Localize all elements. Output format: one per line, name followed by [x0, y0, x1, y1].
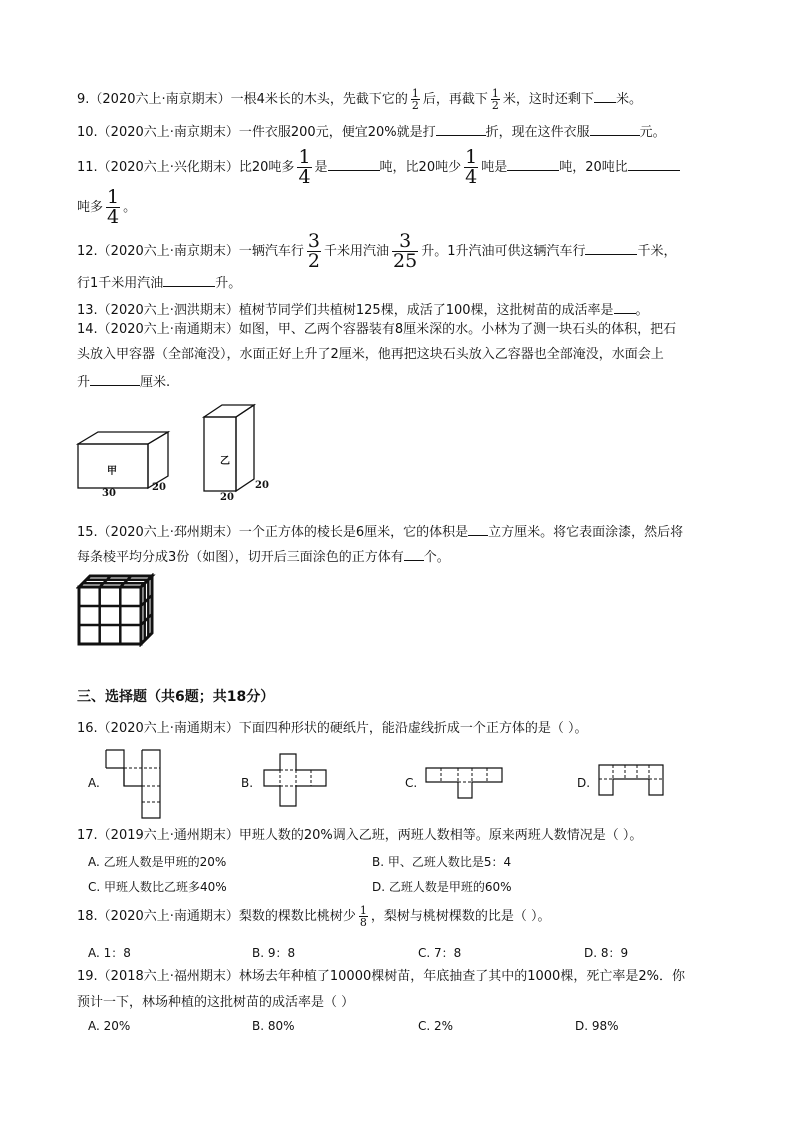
fraction: $\frac{1}{2}$	[411, 87, 419, 112]
question-17: 17.（2019六上·通州期末）甲班人数的20%调入乙班，两班人数相等。原来两班人数情况是（ ）。	[77, 828, 643, 843]
answer-blank[interactable]	[614, 299, 636, 314]
answer-blank[interactable]	[404, 546, 424, 561]
option-a[interactable]: A. 20%	[88, 1019, 131, 1033]
fraction: $\frac{1}{4}$	[465, 146, 478, 188]
container-jia-label: 甲	[107, 466, 117, 477]
option-c[interactable]: C. 2%	[418, 1019, 454, 1033]
question-19-line2: 预计一下，林场种植的这批树苗的成活率是（ ）	[77, 995, 355, 1010]
answer-blank[interactable]	[628, 156, 680, 171]
question-14-line3: 升 厘米.	[77, 371, 170, 392]
question-11-line2: 吨多 $\frac{1}{4}$ 。	[77, 186, 137, 228]
question-15-line2: 每条棱平均分成3份（如图），切开后三面涂色的正方体有 个。	[77, 546, 450, 567]
fraction: $\frac{1}{8}$	[359, 904, 367, 929]
option-d[interactable]: D. 乙班人数是甲班的60%	[372, 880, 512, 894]
question-12-line2: 行1千米用汽油 升。	[77, 272, 241, 293]
question-9: 9.（2020六上·南京期末）一根4米长的木头，先截下它的 $\frac{1}{2}$ 后，再截下 $\frac{1}{2}$ 米，这时还剩下 米。	[77, 87, 642, 112]
option-b-label[interactable]: B.	[241, 776, 254, 790]
answer-blank[interactable]	[507, 156, 559, 171]
option-c-label[interactable]: C.	[405, 776, 418, 790]
question-15: 15.（2020六上·邳州期末）一个正方体的棱长是6厘米，它的体积是 立方厘米。将它表面涂漆，然后将	[77, 521, 683, 542]
question-11: 11.（2020六上·兴化期末）比20吨多 $\frac{1}{4}$ 是 吨，比20吨少 $\frac{1}{4}$ 吨是 吨，20吨比	[77, 148, 680, 187]
answer-blank[interactable]	[163, 272, 215, 287]
container-yi-length: 20	[220, 492, 234, 503]
option-a-label[interactable]: A.	[88, 776, 100, 790]
question-19: 19.（2018六上·福州期末）林场去年种植了10000棵树苗，年底抽查了其中的1000棵，死亡率是2%．你	[77, 969, 685, 984]
cube-net-a[interactable]	[104, 748, 164, 820]
fraction: $\frac{3}{25}$	[393, 230, 418, 272]
option-a[interactable]: A. 1：8	[88, 946, 131, 960]
question-13: 13.（2020六上·泗洪期末）植树节同学们共植树125棵，成活了100棵，这批树苗的成活率是 。	[77, 299, 649, 320]
answer-blank[interactable]	[585, 240, 637, 255]
cube-net-d[interactable]	[597, 763, 665, 797]
question-14: 14.（2020六上·南通期末）如图，甲、乙两个容器装有8厘米深的水。小林为了测一块石头的体积，把石	[77, 322, 677, 337]
option-c[interactable]: C. 甲班人数比乙班多40%	[88, 880, 227, 894]
fraction: $\frac{1}{4}$	[298, 146, 311, 188]
option-d-label[interactable]: D.	[577, 776, 591, 790]
question-10: 10.（2020六上·南京期末）一件衣服200元，便宜20%就是打 折，现在这件衣服 元。	[77, 121, 666, 142]
container-yi-label: 乙	[220, 456, 230, 467]
option-b[interactable]: B. 9：8	[252, 946, 296, 960]
answer-blank[interactable]	[590, 121, 640, 136]
q9-text: 9.（2020六上·南京期末）一根4米长的木头，先截下它的	[77, 92, 408, 107]
option-b[interactable]: B. 80%	[252, 1019, 295, 1033]
answer-blank[interactable]	[90, 371, 140, 386]
cube-net-c[interactable]	[424, 766, 504, 800]
option-c[interactable]: C. 7：8	[418, 946, 462, 960]
section-heading: 三、选择题（共6题；共18分）	[77, 689, 275, 705]
cube-net-b[interactable]	[262, 752, 328, 808]
question-14-line2: 头放入甲容器（全部淹没），水面正好上升了2厘米，他再把这块石头放入乙容器也全部淹没，水面会上	[77, 347, 664, 362]
fraction: $\frac{1}{2}$	[491, 87, 499, 112]
answer-blank[interactable]	[328, 156, 380, 171]
fraction: $\frac{1}{4}$	[107, 186, 120, 228]
container-yi-figure	[202, 403, 258, 495]
container-jia-length: 30	[102, 488, 116, 499]
option-b[interactable]: B. 甲、乙班人数比是5：4	[372, 855, 512, 869]
container-jia-width: 20	[152, 482, 166, 493]
option-a[interactable]: A. 乙班人数是甲班的20%	[88, 855, 227, 869]
option-d[interactable]: D. 8：9	[584, 946, 629, 960]
question-12: 12.（2020六上·南京期末）一辆汽车行 $\frac{3}{2}$ 千米用汽油 $\frac{3}{25}$ 升。1升汽油可供这辆汽车行 千米，	[77, 230, 677, 272]
option-d[interactable]: D. 98%	[575, 1019, 619, 1033]
answer-blank[interactable]	[468, 521, 488, 536]
answer-blank[interactable]	[436, 121, 486, 136]
fraction: $\frac{3}{2}$	[307, 230, 320, 272]
question-18: 18.（2020六上·南通期末）梨数的棵数比桃树少 $\frac{1}{8}$ ，梨树与桃树棵数的比是（ ）。	[77, 904, 551, 929]
container-yi-width: 20	[255, 480, 269, 491]
answer-blank[interactable]	[594, 88, 616, 103]
cube-figure	[76, 573, 156, 647]
question-16: 16.（2020六上·南通期末）下面四种形状的硬纸片，能沿虚线折成一个正方体的是（ ）。	[77, 721, 588, 736]
